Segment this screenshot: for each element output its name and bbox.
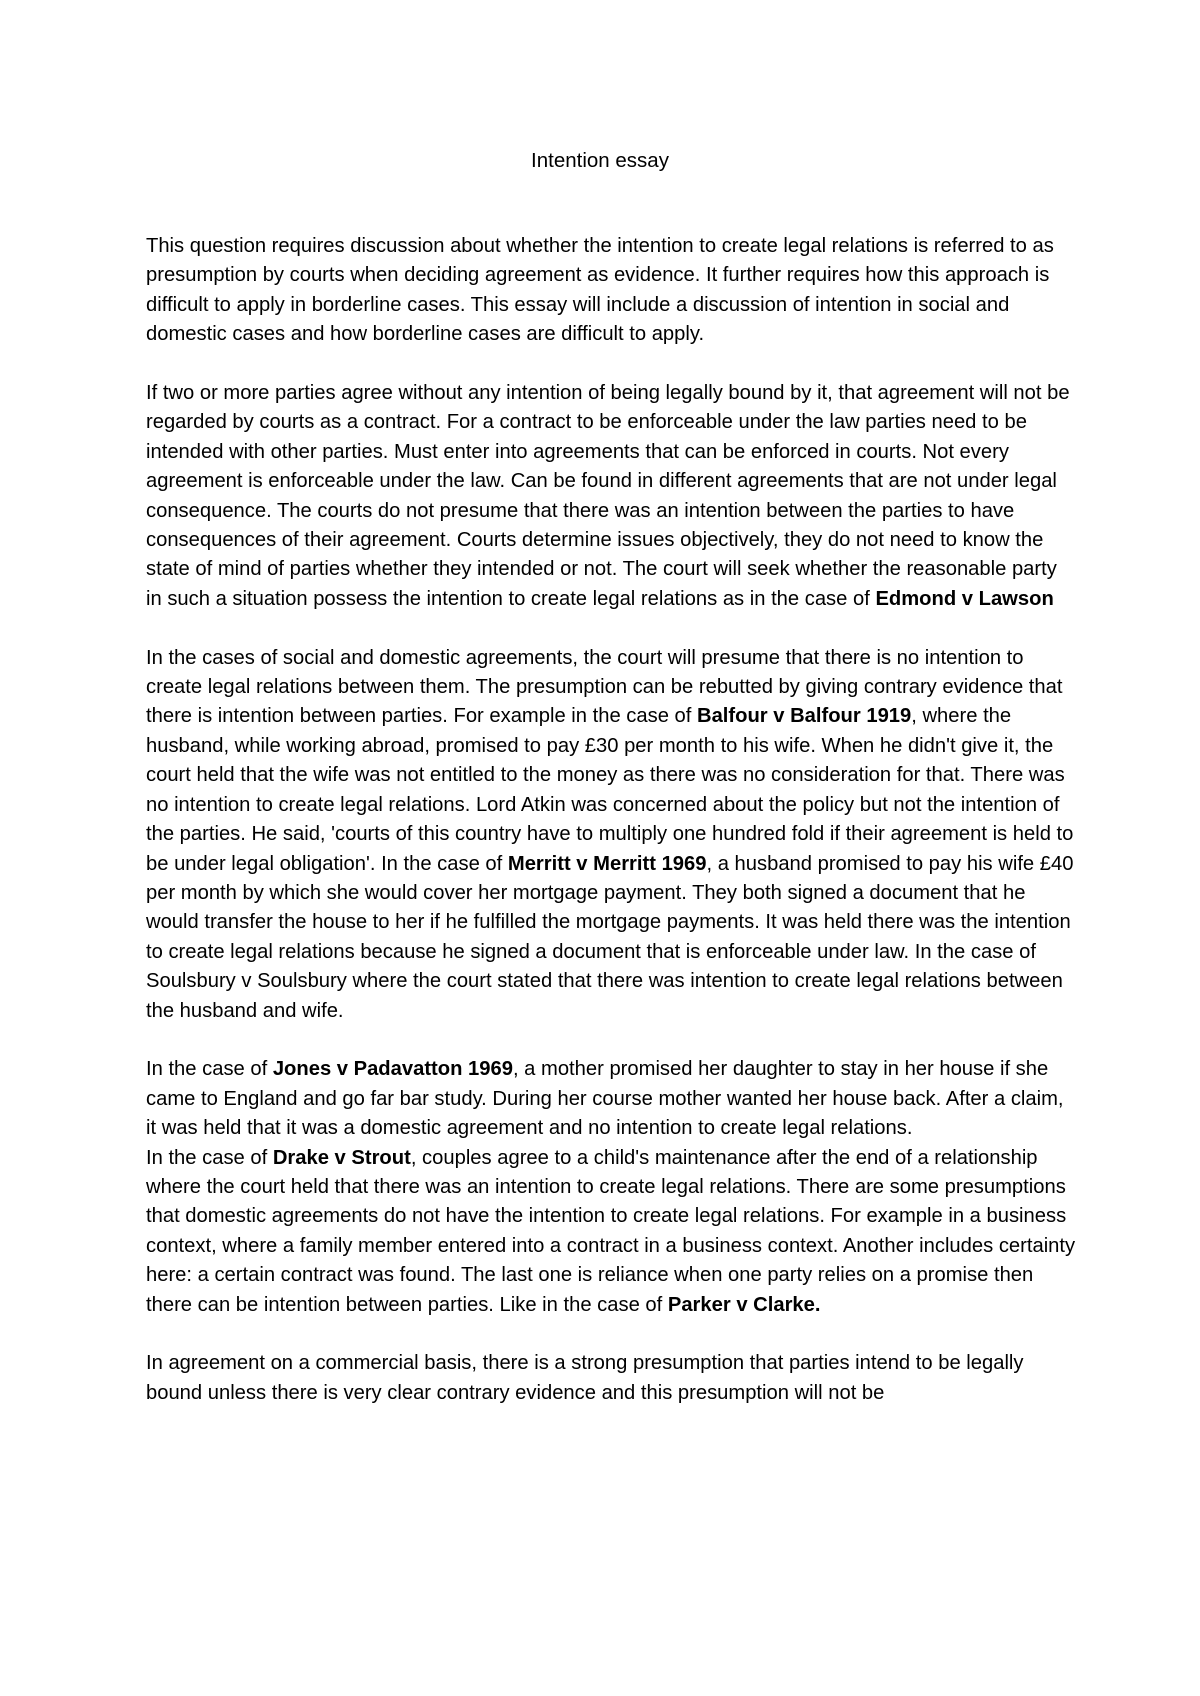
case-citation: Drake v Strout bbox=[272, 1146, 411, 1169]
paragraph-text: , a mother promised her daughter to stay in her house if she came to England and go far bar study. During her course mother wanted her house back. After a claim, it was held that it was a domestic agreement and no intention to create legal relations. bbox=[146, 1058, 1064, 1140]
paragraph-2 bbox=[146, 379, 1076, 614]
paragraph-text: , couples agree to a child's maintenance after the end of a relationship where the court held that there was an intention to create legal relations. There are some presumptions that domestic agreements do not have the intention to create legal relations. For example in a business context, where a family member entered into a contract in a business context. Another includes certainty here: a certain contract was found. The last one is reliance when one party relies on a promise then there can be intention between parties. Like in the case of bbox=[146, 1146, 1076, 1316]
paragraph-text: This question requires discussion about whether the intention to create legal relations is referred to as presumption by courts when deciding agreement as evidence. It further requires how this approach is difficult to apply in borderline cases. This essay will include a discussion of intention in social and domestic cases and how borderline cases are difficult to apply. bbox=[146, 235, 1054, 346]
document-title: Intention essay bbox=[531, 149, 669, 172]
case-citation: Edmond v Lawson bbox=[875, 587, 1054, 610]
paragraph-3 bbox=[146, 644, 1076, 1026]
paragraph-text: If two or more parties agree without any intention of being legally bound by it, that agreement will not be regarded by courts as a contract. For a contract to be enforceable under the law parties need to be intended with other parties. Must enter into agreements that can be enforced in courts. Not every agreement is enforceable under the law. Can be found in different agreements that are not under legal consequence. The courts do not presume that there was an intention between the parties to have consequences of their agreement. Courts determine issues objectively, they do not need to know the state of mind of parties whether they intended or not. The court will seek whether the reasonable party in such a situation possess the intention to create legal relations as in the case of bbox=[146, 382, 1070, 610]
paragraph-text: In the case of bbox=[146, 1058, 273, 1081]
paragraph-text: , where the husband, while working abroad, promised to pay £30 per month to his wife. When he didn't give it, the court held that the wife was not entitled to the money as there was no consideration for that. There was no intention to create legal relations. Lord Atkin was concerned about the policy but not the intention of the parties. He said, 'courts of this country have to multiply one hundred fold if their agreement is held to be under legal obligation'. In the case of bbox=[146, 705, 1074, 875]
paragraph-text: , a husband promised to pay his wife £40 per month by which she would cover her mortgage payment. They both signed a document that he would transfer the house to her if he fulfilled the mortgage payments. It was held there was the intention to create legal relations because he signed a document that is enforceable under law. In the case of Soulsbury v Soulsbury where the court stated that there was intention to create legal relations between the husband and wife. bbox=[146, 852, 1074, 1022]
paragraph-spacer bbox=[146, 1320, 1076, 1349]
case-citation: Balfour v Balfour 1919 bbox=[696, 705, 912, 728]
case-citation: Parker v Clarke. bbox=[667, 1293, 821, 1316]
paragraph-text: In agreement on a commercial basis, there is a strong presumption that parties intend to be legally bound unless there is very clear contrary evidence and this presumption will not be bbox=[146, 1352, 1024, 1404]
paragraph-5 bbox=[146, 1144, 1076, 1320]
paragraph-text: In the cases of social and domestic agreements, the court will presume that there is no intention to create legal relations between them. The presumption can be rebutted by giving contrary evidence that there is intention between parties. For example in the case of bbox=[146, 646, 1063, 728]
paragraph-text: In the case of bbox=[146, 1146, 273, 1169]
document-body bbox=[146, 232, 1076, 1408]
paragraph-spacer bbox=[146, 350, 1076, 379]
paragraph-4 bbox=[146, 1055, 1076, 1143]
paragraph-spacer bbox=[146, 614, 1076, 643]
paragraph-spacer bbox=[146, 1026, 1076, 1055]
paragraph-1 bbox=[146, 232, 1076, 350]
case-citation: Merritt v Merritt 1969 bbox=[507, 852, 707, 875]
paragraph-6 bbox=[146, 1349, 1076, 1408]
case-citation: Jones v Padavatton 1969 bbox=[272, 1058, 513, 1081]
